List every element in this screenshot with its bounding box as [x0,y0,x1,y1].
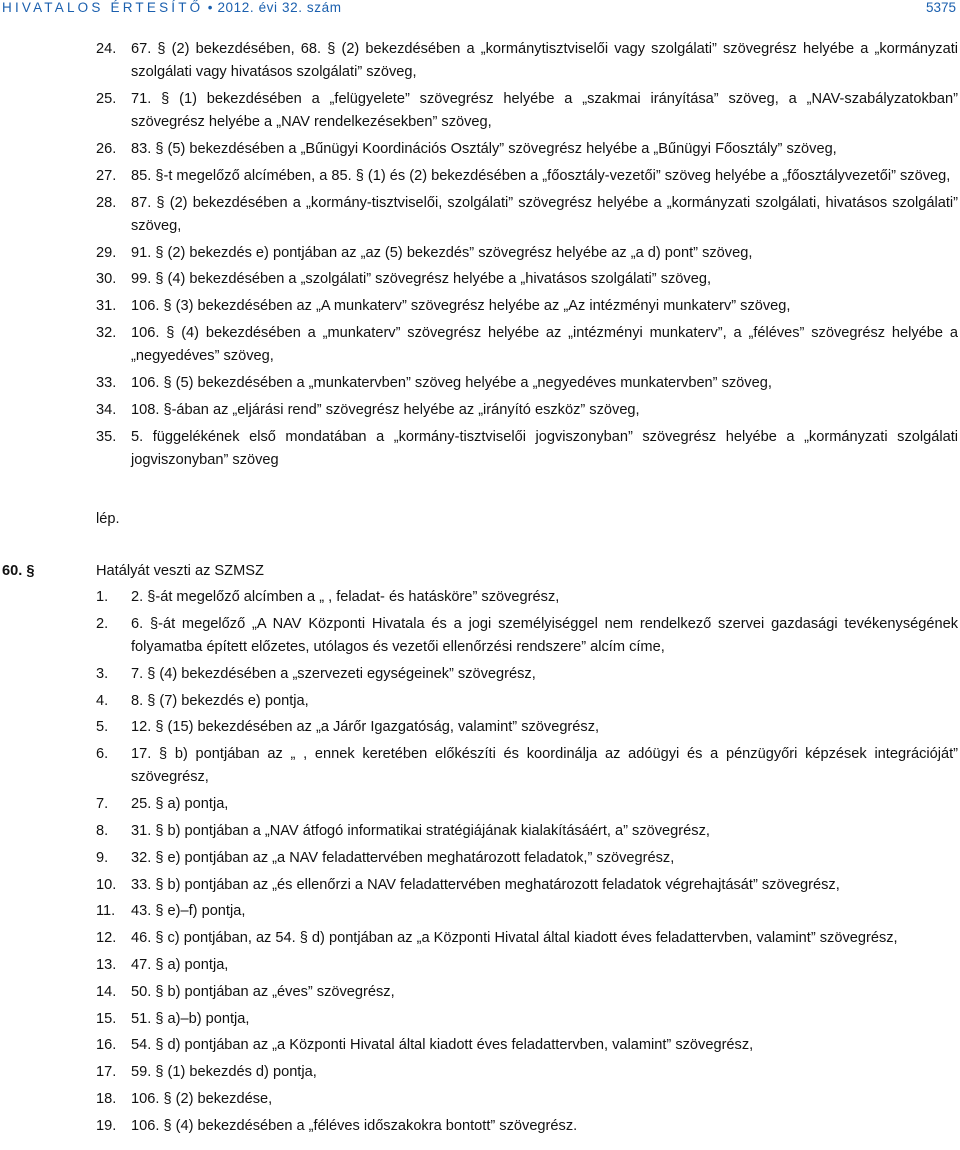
item-number: 34. [96,401,117,418]
item-number: 19. [96,1117,117,1134]
item-number: 33. [96,374,117,391]
item-number: 13. [96,956,117,973]
item-text: 25. § a) pontja, [131,796,229,813]
item-number: 29. [96,244,117,261]
item-number: 7. [96,796,109,813]
list-item [96,268,958,291]
item-text: 59. § (1) bekezdés d) pontja, [131,1064,317,1081]
item-number: 1. [96,589,109,605]
item-text: 106. § (4) bekezdésében a „féléves időszakokra bontott” szövegrész. [131,1117,578,1134]
section-heading [2,560,958,584]
header-bullet: • [207,0,214,15]
publication-header [2,0,342,15]
list-item [96,900,958,923]
list-item [96,1008,958,1031]
item-text: 8. § (7) bekezdés e) pontja, [131,692,309,709]
item-text: 106. § (5) bekezdésében a „munkatervben” szöveg helyébe a „negyedéves munkatervben” szöveg, [131,374,772,391]
section-title: Hatályát veszti az SZMSZ [96,563,264,579]
item-text: 106. § (4) bekezdésében a „munkaterv” szövegrész helyébe az „intézményi munkaterv”, a „féléves” szövegrész helyébe a „negyedéves” szöveg, [131,324,958,365]
item-text: 71. § (1) bekezdésében a „felügyelete” szövegrész helyébe a „szakmai irányítása” szöveg, a „NAV-szabályzatokban” szövegrész helyébe a „NAV rendelkezésekben” szöveg, [131,91,958,131]
list-item [96,138,958,161]
closing-word: lép. [96,511,120,527]
item-text: 87. § (2) bekezdésében a „kormány-tisztviselői, szolgálati” szövegrész helyébe a „kormányzati szolgálati, hivatásos szolgálati” szöveg, [131,194,958,234]
item-text: 47. § a) pontja, [131,956,229,973]
item-number: 14. [96,983,117,1000]
list-item [96,874,958,897]
item-text: 106. § (3) bekezdésében az „A munkaterv” szövegrész helyébe az „Az intézményi munkaterv” szöveg, [131,298,791,315]
item-number: 3. [96,665,109,682]
publication-title: HIVATALOS ÉRTESÍTŐ [2,0,204,15]
item-number: 4. [96,692,109,709]
list-item [96,1088,958,1111]
list-item [96,690,958,713]
item-text: 31. § b) pontjában a „NAV átfogó informatikai stratégiájának kialakításáért, a” szövegrész, [131,822,710,839]
item-number: 30. [96,271,117,288]
item-text: 46. § c) pontjában, az 54. § d) pontjában az „a Központi Hivatal által kiadott éves feladattervben, valamint” szövegrész, [131,930,898,947]
list-item [96,663,958,686]
repeal-list [96,586,958,1142]
item-number: 16. [96,1037,117,1054]
list-item [96,88,958,134]
list-item [96,927,958,950]
item-number: 26. [96,141,117,157]
list-item [96,242,958,265]
item-text: 5. függelékének első mondatában a „kormány-tisztviselői jogviszonyban” szövegrész helyébe a „kormányzati szolgálati jogviszonyban” szöveg [131,428,958,468]
item-text: 83. § (5) bekezdésében a „Bűnügyi Koordinációs Osztály” szövegrész helyébe a „Bűnügyi Főosztály” szöveg, [131,141,837,157]
item-number: 35. [96,428,117,445]
item-number: 15. [96,1010,117,1027]
list-item [96,586,958,609]
item-number: 11. [96,903,116,920]
item-number: 8. [96,822,109,839]
item-text: 54. § d) pontjában az „a Központi Hivatal által kiadott éves feladattervben, valamint” szövegrész, [131,1037,754,1054]
list-item [96,426,958,472]
list-item [96,981,958,1004]
item-number: 32. [96,324,117,341]
list-item [96,820,958,843]
item-number: 6. [96,746,109,763]
page-header [0,0,960,22]
list-item [96,38,958,84]
list-item [96,1115,958,1138]
list-item [96,1061,958,1084]
list-item [96,295,958,318]
item-text: 32. § e) pontjában az „a NAV feladattervében meghatározott feladatok,” szövegrész, [131,849,675,866]
item-text: 12. § (15) bekezdésében az „a Járőr Igazgatóság, valamint” szövegrész, [131,719,600,736]
list-item [96,399,958,422]
item-number: 31. [96,298,117,315]
list-item [96,793,958,816]
item-text: 6. §-át megelőző „A NAV Központi Hivatala és a jogi személyiséggel nem rendelkező szervei gazdasági tevékenységének folyamatba épített előzetes, utólagos és vezetői ellenőrzési rendszere” alcím címe, [131,615,958,655]
item-text: 85. §-t megelőző alcímében, a 85. § (1) és (2) bekezdésében a „főosztály-vezetői” szöveg helyébe a „főosztályvezetői” szöveg, [131,167,951,184]
item-text: 91. § (2) bekezdés e) pontjában az „az (5) bekezdés” szövegrész helyébe az „a d) pont” szöveg, [131,244,753,261]
item-number: 18. [96,1090,117,1107]
list-item [96,165,958,188]
item-text: 17. § b) pontjában az „ , ennek keretében előkészíti és koordinálja az adóügyi és a pénzügyőri képzések integrációját” szövegrész, [131,746,958,786]
list-item [96,847,958,870]
item-number: 2. [96,615,109,632]
item-text: 33. § b) pontjában az „és ellenőrzi a NAV feladattervében meghatározott feladatok végrehajtását” szövegrész, [131,876,840,893]
item-text: 51. § a)–b) pontja, [131,1010,250,1027]
item-number: 5. [96,719,109,736]
list-item [96,716,958,739]
item-number: 9. [96,849,109,866]
list-item [96,613,958,659]
item-text: 43. § e)–f) pontja, [131,903,246,920]
item-text: 99. § (4) bekezdésében a „szolgálati” szövegrész helyébe a „hivatásos szolgálati” szöveg, [131,271,712,288]
item-number: 10. [96,876,117,893]
item-number: 25. [96,91,117,107]
item-text: 106. § (2) bekezdése, [131,1090,273,1107]
page-number: 5375 [925,0,956,15]
amendment-list [96,38,958,476]
list-item [96,954,958,977]
item-number: 24. [96,41,117,57]
item-text: 108. §-ában az „eljárási rend” szövegrész helyébe az „irányító eszköz” szöveg, [131,401,640,418]
item-text: 67. § (2) bekezdésében, 68. § (2) bekezdésében a „kormánytisztviselői vagy szolgálati” szövegrész helyébe a „kormányzati szolgálati vagy hivatásos szolgálati” szöveg, [131,41,958,81]
issue-label: 2012. évi 32. szám [217,0,342,15]
item-text: 2. §-át megelőző alcímben a „ , feladat- és hatásköre” szövegrész, [131,589,560,605]
list-item [96,192,958,238]
list-item [96,743,958,789]
list-item [96,322,958,368]
item-text: 50. § b) pontjában az „éves” szövegrész, [131,983,395,1000]
list-item [96,372,958,395]
item-text: 7. § (4) bekezdésében a „szervezeti egységeinek” szövegrész, [131,665,536,682]
list-item [96,1034,958,1057]
item-number: 28. [96,194,117,211]
item-number: 17. [96,1064,117,1081]
item-number: 27. [96,167,117,184]
item-number: 12. [96,930,117,947]
section-number: 60. § [2,563,35,579]
